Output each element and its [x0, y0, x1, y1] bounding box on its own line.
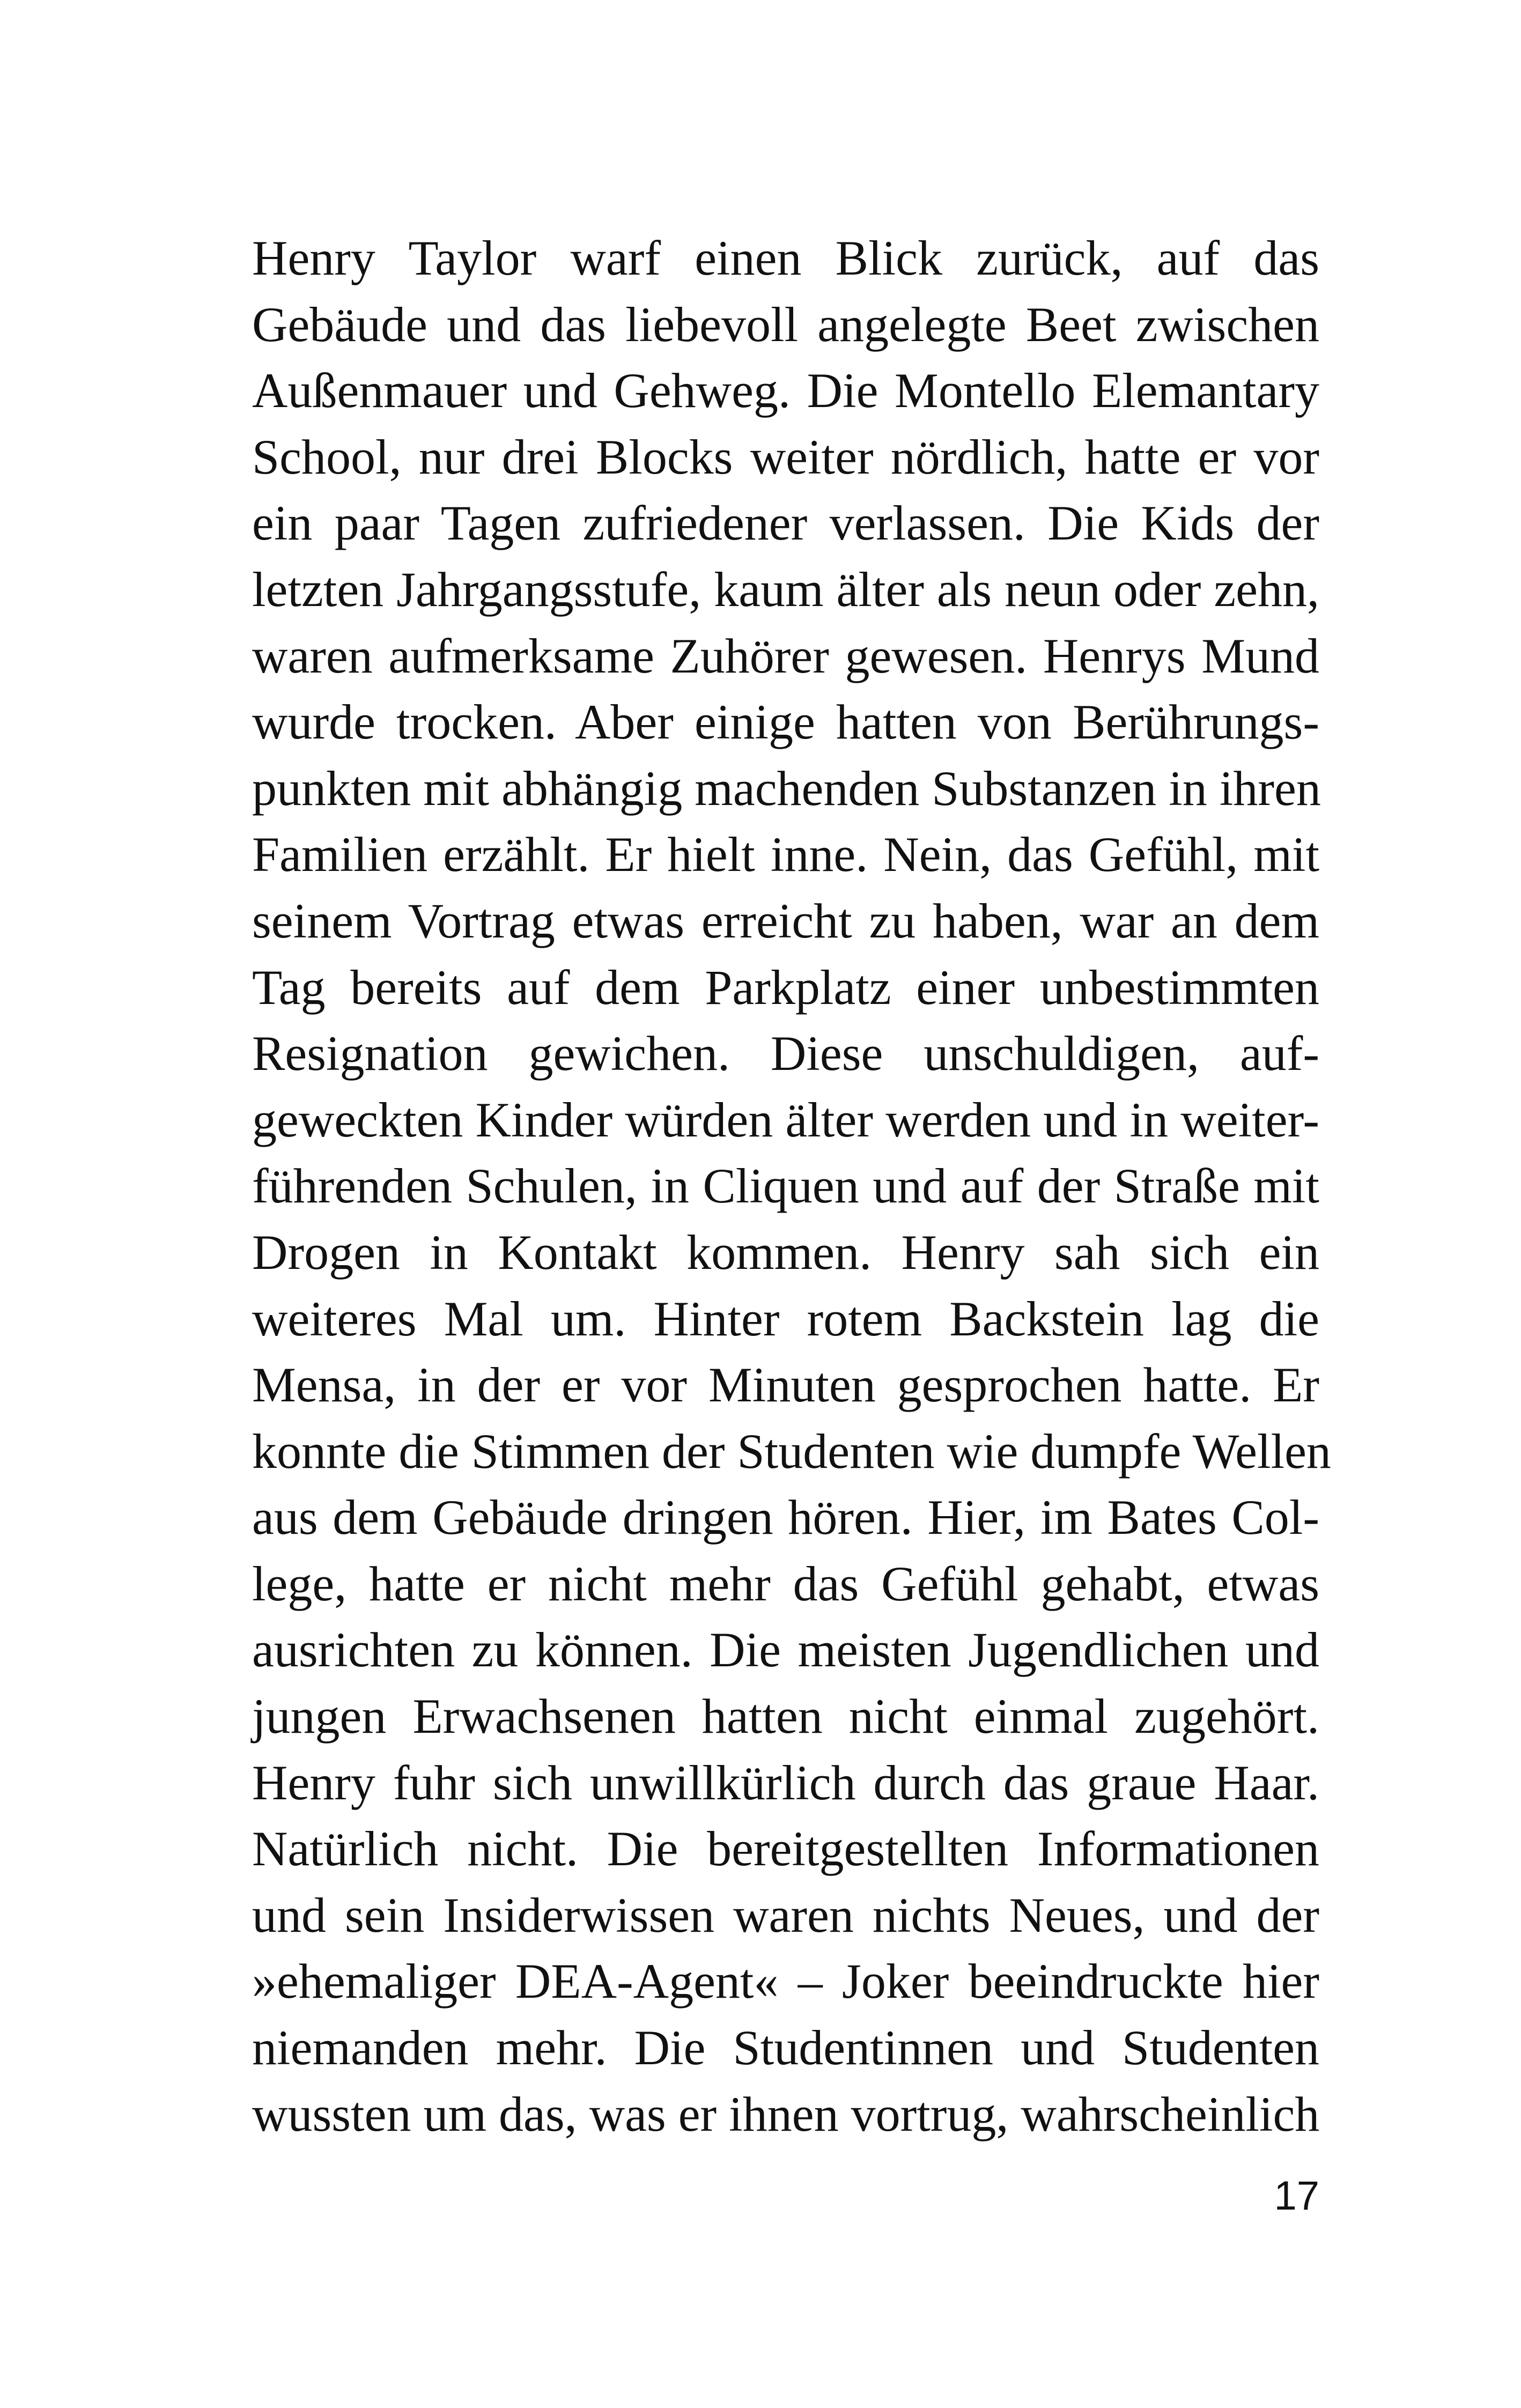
text-line: ausrichten zu können. Die meisten Jugendlichen und	[252, 1622, 1319, 1678]
text-line: niemanden mehr. Die Studentinnen und Studenten	[252, 2020, 1319, 2075]
text-line: führenden Schulen, in Cliquen und auf der Straße mit	[252, 1158, 1319, 1214]
text-line: letzten Jahrgangsstufe, kaum älter als neun oder zehn,	[252, 562, 1319, 617]
text-line: ein paar Tagen zufriedener verlassen. Die Kids der	[252, 496, 1319, 551]
text-line: Gebäude und das liebevoll angelegte Beet zwischen	[252, 297, 1319, 352]
text-line: Drogen in Kontakt kommen. Henry sah sich ein	[252, 1224, 1319, 1280]
text-line: Resignation gewichen. Diese unschuldigen, auf-	[252, 1026, 1319, 1081]
text-line: Tag bereits auf dem Parkplatz einer unbestimmten	[252, 959, 1319, 1015]
text-line: wurde trocken. Aber einige hatten von Berührungs-	[252, 695, 1319, 750]
text-line: Außenmauer und Gehweg. Die Montello Elemantary	[252, 363, 1319, 418]
text-line: »ehemaliger DEA-Agent« – Joker beeindruckte hier	[252, 1954, 1319, 2009]
page-number: 17	[1274, 2173, 1319, 2219]
body-text	[252, 225, 1331, 2147]
text-line: seinem Vortrag etwas erreicht zu haben, war an dem	[252, 893, 1319, 948]
text-line: Mensa, in der er vor Minuten gesprochen hatte. Er	[252, 1357, 1319, 1413]
text-line: Familien erzählt. Er hielt inne. Nein, das Gefühl, mit	[252, 827, 1319, 882]
text-line: wussten um das, was er ihnen vortrug, wahrscheinlich	[252, 2086, 1320, 2141]
text-line: Henry Taylor warf einen Blick zurück, auf das	[252, 231, 1319, 285]
text-line: jungen Erwachsenen hatten nicht einmal zugehört.	[252, 1689, 1319, 1744]
text-line: lege, hatte er nicht mehr das Gefühl gehabt, etwas	[252, 1556, 1319, 1611]
text-line: punkten mit abhängig machenden Substanzen in ihren	[252, 760, 1321, 816]
text-line: Henry fuhr sich unwillkürlich durch das graue Haar.	[252, 1755, 1319, 1810]
text-line: geweckten Kinder würden älter werden und in weiter-	[252, 1092, 1319, 1147]
text-line: waren aufmerksame Zuhörer gewesen. Henrys Mund	[252, 628, 1319, 683]
text-line: und sein Insiderwissen waren nichts Neues, und der	[252, 1887, 1319, 1942]
text-line: aus dem Gebäude dringen hören. Hier, im Bates Col-	[252, 1490, 1319, 1545]
text-line: weiteres Mal um. Hinter rotem Backstein lag die	[252, 1291, 1319, 1346]
text-line: konnte die Stimmen der Studenten wie dumpfe Wellen	[252, 1423, 1331, 1479]
text-line: Natürlich nicht. Die bereitgestellten Informationen	[252, 1821, 1319, 1877]
text-line: School, nur drei Blocks weiter nördlich, hatte er vor	[252, 429, 1319, 484]
